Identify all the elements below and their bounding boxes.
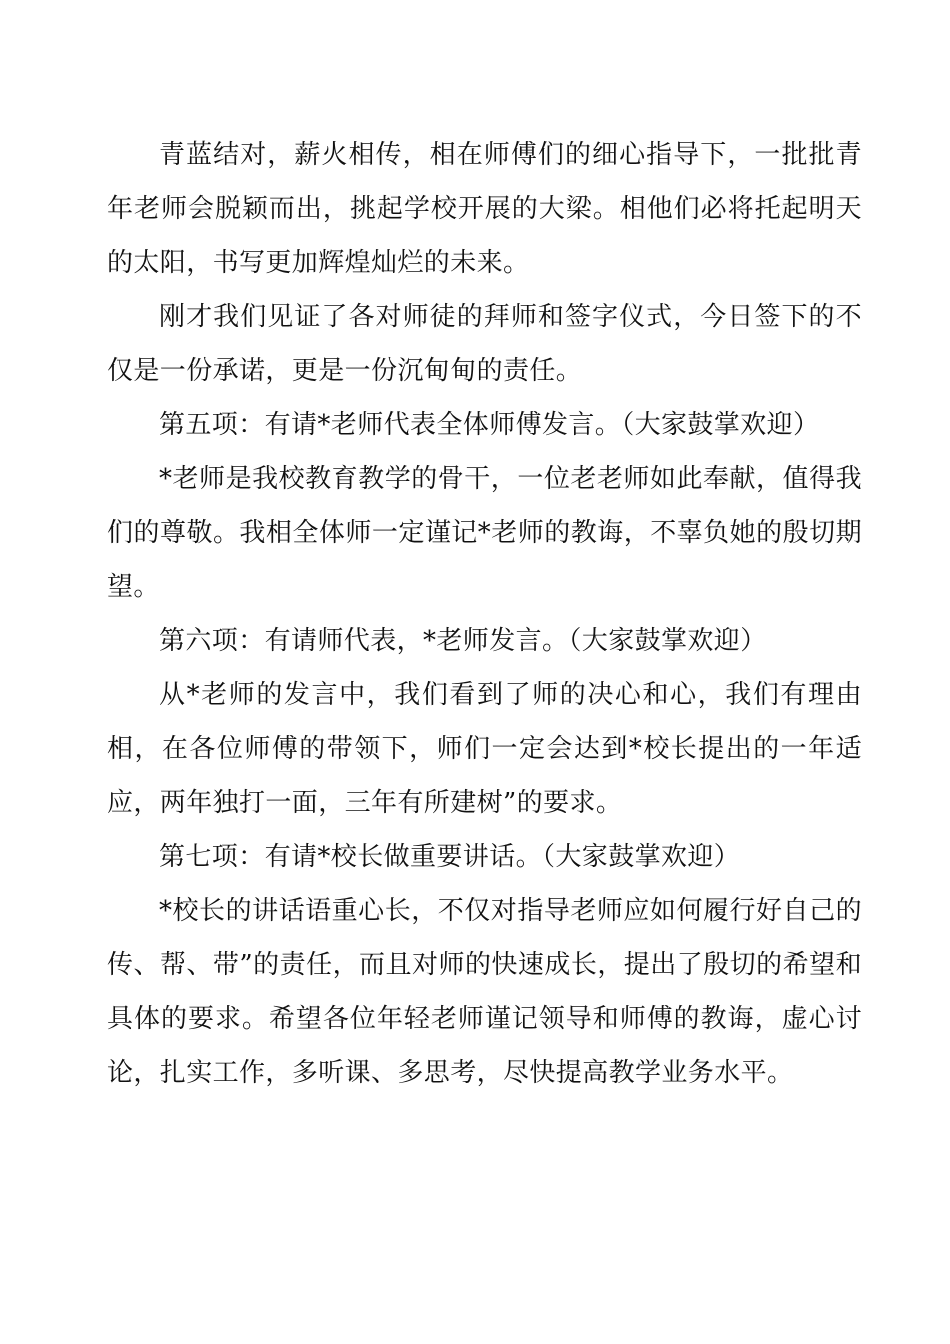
paragraph-item-seven: 第七项：有请*校长做重要讲话。（大家鼓掌欢迎） [159, 842, 741, 872]
paragraph-apprentice-remark: 从*老师的发言中，我们看到了师的决心和心，我们有理由相，在各位师傅的带领下，师们一定会达到*校长提出的一年适应，两年独打一面，三年有所建树”的要求。 [107, 680, 862, 818]
paragraph-mentor-remark: *老师是我校教育教学的骨干，一位老老师如此奉献，值得我们的尊敬。我相全体师一定谨记*老师的教诲，不辜负她的殷切期望。 [107, 464, 862, 602]
paragraph-item-six: 第六项：有请师代表，*老师发言。（大家鼓掌欢迎） [159, 626, 767, 656]
paragraph-mentorship-closing: 青蓝结对，薪火相传，相在师傅们的细心指导下，一批批青年老师会脱颖而出，挑起学校开展的大梁。相他们必将托起明天的太阳，书写更加辉煌灿烂的未来。 [107, 140, 862, 278]
paragraph-principal-remark: *校长的讲话语重心长，不仅对指导老师应如何履行好自己的传、帮、带”的责任，而且对师的快速成长，提出了殷切的希望和具体的要求。希望各位年轻老师谨记领导和师傅的教诲，虚心讨论，扎实工作，多听课、多思考，尽快提高教学业务水平。 [107, 896, 862, 1088]
document-body [107, 128, 862, 1100]
paragraph-item-five: 第五项：有请*老师代表全体师傅发言。（大家鼓掌欢迎） [159, 410, 820, 440]
paragraph-signing-ceremony: 刚才我们见证了各对师徒的拜师和签字仪式，今日签下的不仅是一份承诺，更是一份沉甸甸的责任。 [107, 302, 862, 386]
